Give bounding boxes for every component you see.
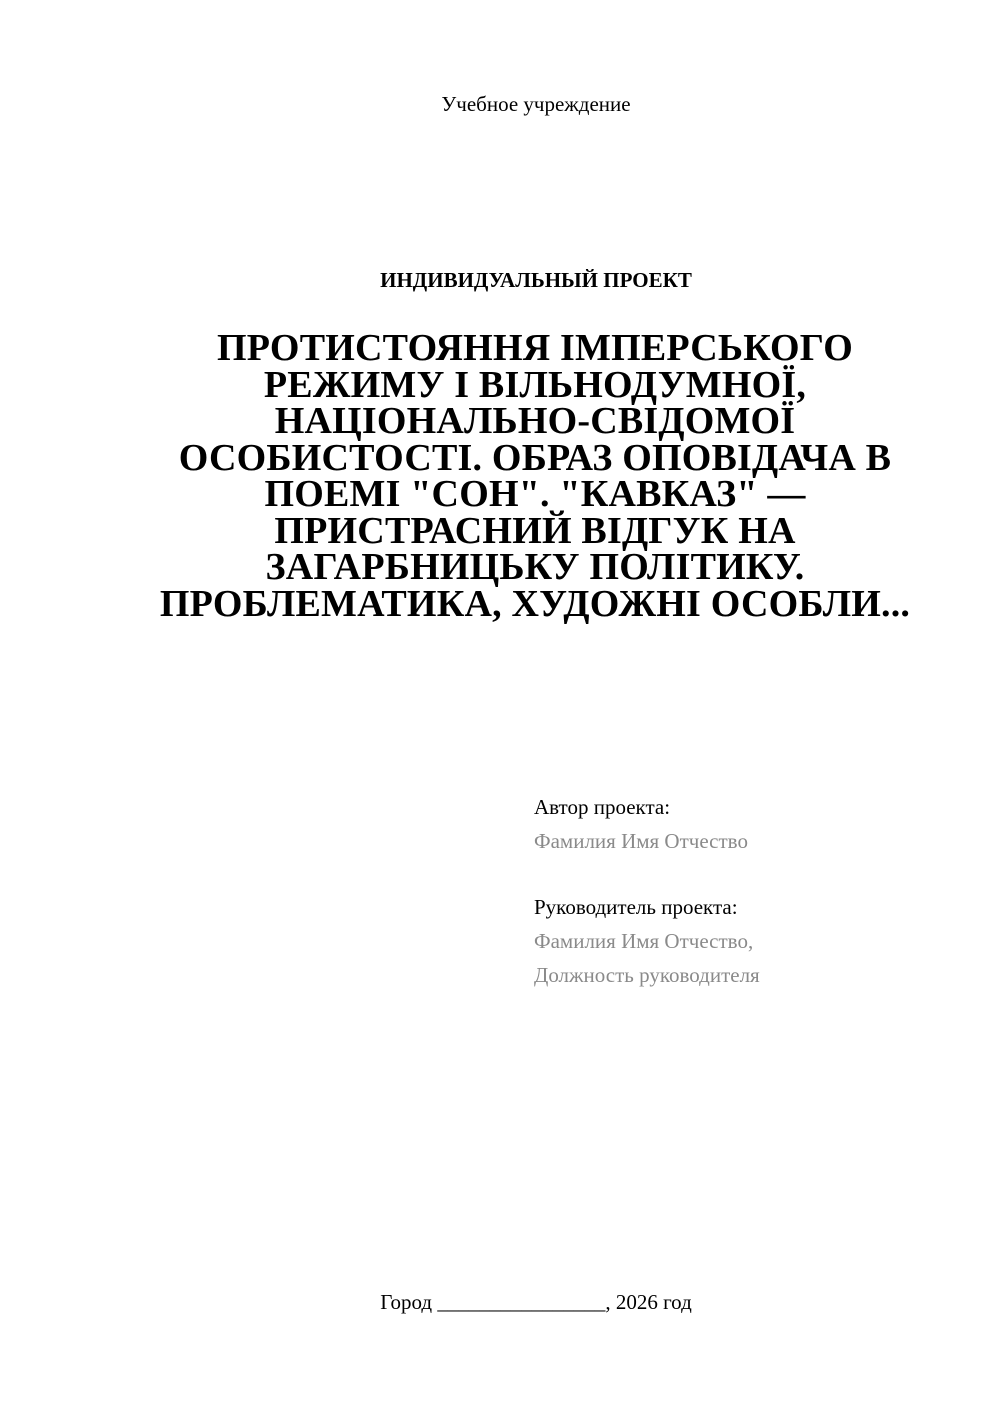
title-line: ЗАГАРБНИЦЬКУ ПОЛІТИКУ. — [265, 546, 805, 588]
author-label: Автор проекта: — [534, 795, 671, 819]
author-name: Фамилия Имя Отчество — [534, 829, 748, 853]
title-line: ПРИСТРАСНИЙ ВІДГУК НА — [274, 509, 796, 552]
title-line: ПОЕМІ "СОН". "КАВКАЗ" — — [264, 473, 806, 515]
title-line: ОСОБИСТОСТІ. ОБРАЗ ОПОВІДАЧА В — [178, 436, 892, 479]
supervisor-name: Фамилия Имя Отчество, — [534, 929, 754, 953]
title-line: ПРОТИСТОЯННЯ ІМПЕРСЬКОГО — [216, 327, 853, 369]
spacer — [534, 858, 974, 890]
supervisor-position: Должность руководителя — [534, 963, 760, 987]
supervisor-label: Руководитель проекта: — [534, 895, 738, 919]
authors-block — [534, 790, 974, 992]
title-line: НАЦІОНАЛЬНО-СВІДОМОЇ — [274, 400, 796, 442]
title-line: РЕЖИМУ І ВІЛЬНОДУМНОЇ, — [263, 363, 807, 406]
institution-name: Учебное учреждение — [441, 92, 631, 116]
city-year-line: Город ________________, 2026 год — [380, 1290, 692, 1314]
title-line: ПРОБЛЕМАТИКА, ХУДОЖНІ ОСОБЛИ... — [159, 582, 911, 625]
project-title — [120, 327, 950, 625]
project-type: ИНДИВИДУАЛЬНЫЙ ПРОЕКТ — [380, 268, 692, 292]
